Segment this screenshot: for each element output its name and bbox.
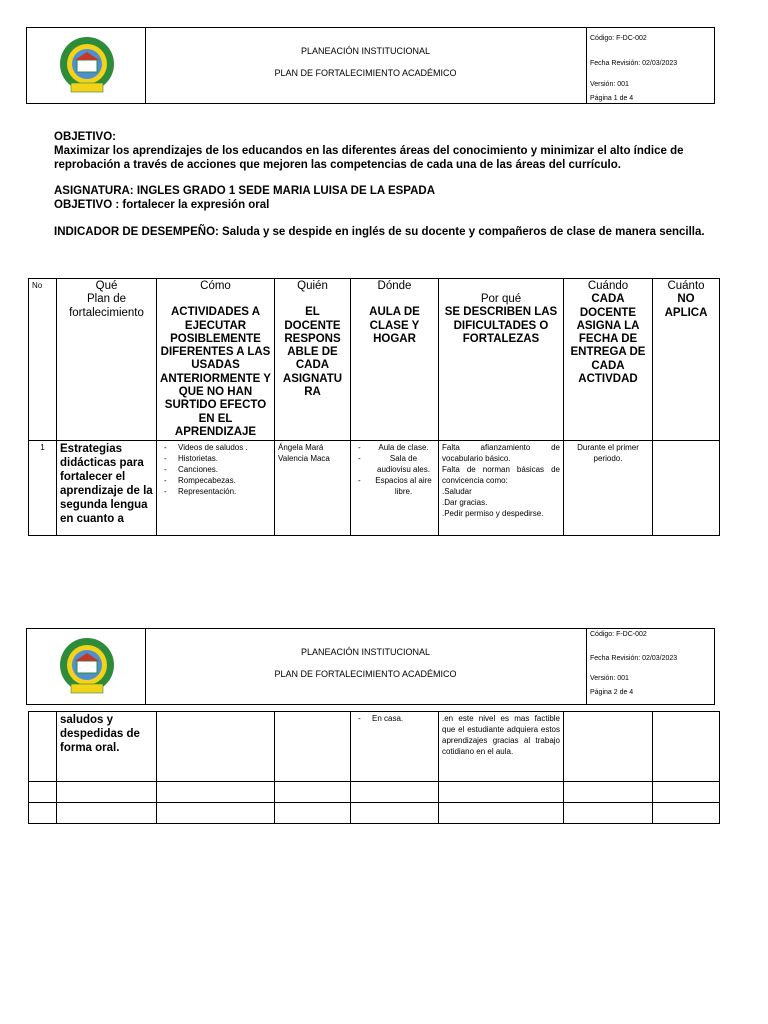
header-title: PLANEACIÓN INSTITUCIONAL (300, 647, 431, 657)
como-subtitle: ACTIVIDADES A EJECUTAR POSIBLEMENTE DIFERENTES A LAS USADAS ANTERIORMENTE Y QUE NO HAN SURTIDO EFECTO EN EL APRENDIZAJE (160, 306, 271, 438)
empty-cell (57, 782, 157, 803)
col-como-header (157, 279, 275, 441)
empty-cell (29, 803, 57, 824)
header-subtitle: PLAN DE FORTALECIMIENTO ACADÉMICO (274, 68, 457, 78)
row-number: 1 (29, 441, 57, 536)
row-quien: Ángela Mará Valencia Maca (275, 441, 351, 536)
places-list (354, 442, 435, 497)
subject-line: ASIGNATURA: INGLES GRADO 1 SEDE MARIA LUISA DE LA ESPADA (54, 185, 436, 197)
empty-cell (653, 782, 720, 803)
school-seal-logo (59, 36, 115, 96)
row-como (157, 712, 275, 782)
porque-title: Por qué (480, 293, 522, 305)
row-quien (275, 712, 351, 782)
empty-cell (439, 782, 564, 803)
empty-cell (29, 782, 57, 803)
row-cuando (564, 712, 653, 782)
row-que: saludos y despedidas de forma oral. (57, 712, 157, 782)
table-row (29, 712, 720, 782)
cuanto-title: Cuánto (667, 280, 705, 292)
page-number: Página 2 de 4 (590, 689, 634, 696)
list-item: - Videos de saludos . (160, 442, 271, 453)
empty-cell (653, 803, 720, 824)
porque-subtitle: SE DESCRIBEN LAS DIFICULTADES O FORTALEZAS (444, 306, 558, 345)
objective-text: Maximizar los aprendizajes de los educandos en las diferentes áreas del conocimiento y minimizar el alto índice de reprobación a través de acciones que mejoren las competencias de cada una de las áreas del currículo. (54, 145, 684, 171)
col-donde-header (351, 279, 439, 441)
row-porque (439, 441, 564, 536)
list-item: - Aula de clase. (354, 442, 435, 453)
empty-cell (351, 803, 439, 824)
header-subtitle: PLAN DE FORTALECIMIENTO ACADÉMICO (274, 669, 457, 679)
logo-cell (27, 629, 146, 704)
empty-cell (275, 782, 351, 803)
col-no-header: No (29, 279, 57, 441)
activities-list (160, 442, 271, 497)
empty-cell (275, 803, 351, 824)
porque-line: .Dar gracias. (442, 498, 488, 508)
header-title-cell (145, 629, 587, 704)
empty-cell (57, 803, 157, 824)
cuanto-subtitle: NO APLICA (664, 293, 708, 319)
quien-title: Quién (297, 280, 328, 292)
document-header (26, 27, 715, 104)
plan-table (28, 278, 720, 536)
empty-cell (564, 782, 653, 803)
que-subtitle: Plan de fortalecimiento (69, 293, 144, 319)
table-header-row (29, 279, 720, 441)
list-item: - Espacios al aire libre. (354, 475, 435, 497)
performance-indicator: INDICADOR DE DESEMPEÑO: Saluda y se despide en inglés de su docente y compañeros de clase de manera sencilla. (54, 226, 705, 238)
row-cuando: Durante el primer periodo. (564, 441, 653, 536)
col-cuando-header (564, 279, 653, 441)
revision-date: Fecha Revisión: 02/03/2023 (590, 60, 678, 67)
cuando-subtitle: CADA DOCENTE ASIGNA LA FECHA DE ENTREGA DE CADA ACTIVDAD (570, 293, 646, 386)
donde-subtitle: AULA DE CLASE Y HOGAR (369, 306, 420, 345)
row-como (157, 441, 275, 536)
porque-line: .Saludar (442, 487, 472, 497)
list-item: - En casa. (354, 713, 435, 724)
empty-cell (351, 782, 439, 803)
empty-cell (564, 803, 653, 824)
porque-line: Falta afianzamiento de vocabulario básico. (442, 443, 560, 464)
logo-cell (27, 28, 146, 103)
col-porque-header (439, 279, 564, 441)
places-list (354, 713, 435, 724)
empty-cell (439, 803, 564, 824)
table-row (29, 441, 720, 536)
row-number (29, 712, 57, 782)
como-title: Cómo (200, 280, 231, 292)
que-title: Qué (95, 280, 118, 292)
row-que: Estrategias didácticas para fortalecer el aprendizaje de la segunda lengua en cuanto a (57, 441, 157, 536)
table-row (29, 782, 720, 803)
col-quien-header (275, 279, 351, 441)
doc-version: Versión: 001 (590, 81, 629, 88)
document-header-page2 (26, 628, 715, 705)
objective2-line: OBJETIVO : fortalecer la expresión oral (54, 199, 270, 211)
header-title: PLANEACIÓN INSTITUCIONAL (300, 46, 431, 56)
list-item: - Rompecabezas. (160, 475, 271, 486)
list-item: - Canciones. (160, 464, 271, 475)
row-donde (351, 712, 439, 782)
header-meta-cell (586, 629, 714, 704)
list-item: - Sala de audiovisu ales. (354, 453, 435, 475)
doc-code: Código: F-DC-002 (590, 35, 647, 42)
porque-line: Falta de norman básicas de convicencia como: (442, 465, 560, 486)
header-meta-cell (586, 28, 714, 103)
row-cuanto (653, 712, 720, 782)
plan-table-continued (28, 711, 720, 824)
col-que-header (57, 279, 157, 441)
row-cuanto (653, 441, 720, 536)
quien-subtitle: EL DOCENTE RESPONS ABLE DE CADA ASIGNATU RA (282, 306, 343, 399)
doc-code: Código: F-DC-002 (590, 631, 647, 638)
porque-line: .Pedir permiso y despedirse. (442, 509, 544, 519)
page-number: Página 1 de 4 (590, 95, 634, 102)
donde-title: Dónde (377, 280, 412, 292)
row-porque: .en este nivel es mas factible que el estudiante adquiera estos aprendizajes gracias al trabajo cotidiano en el aula. (439, 712, 564, 782)
row-donde (351, 441, 439, 536)
empty-cell (157, 803, 275, 824)
objective-label: OBJETIVO: (54, 131, 116, 143)
objective-section (54, 130, 714, 172)
table-row (29, 803, 720, 824)
header-title-cell (145, 28, 587, 103)
col-cuanto-header (653, 279, 720, 441)
list-item: - Representación. (160, 486, 271, 497)
doc-version: Versión: 001 (590, 675, 629, 682)
list-item: - Historietas. (160, 453, 271, 464)
school-seal-logo (59, 637, 115, 697)
revision-date: Fecha Revisión: 02/03/2023 (590, 655, 678, 662)
cuando-title: Cuándo (587, 280, 629, 292)
empty-cell (157, 782, 275, 803)
